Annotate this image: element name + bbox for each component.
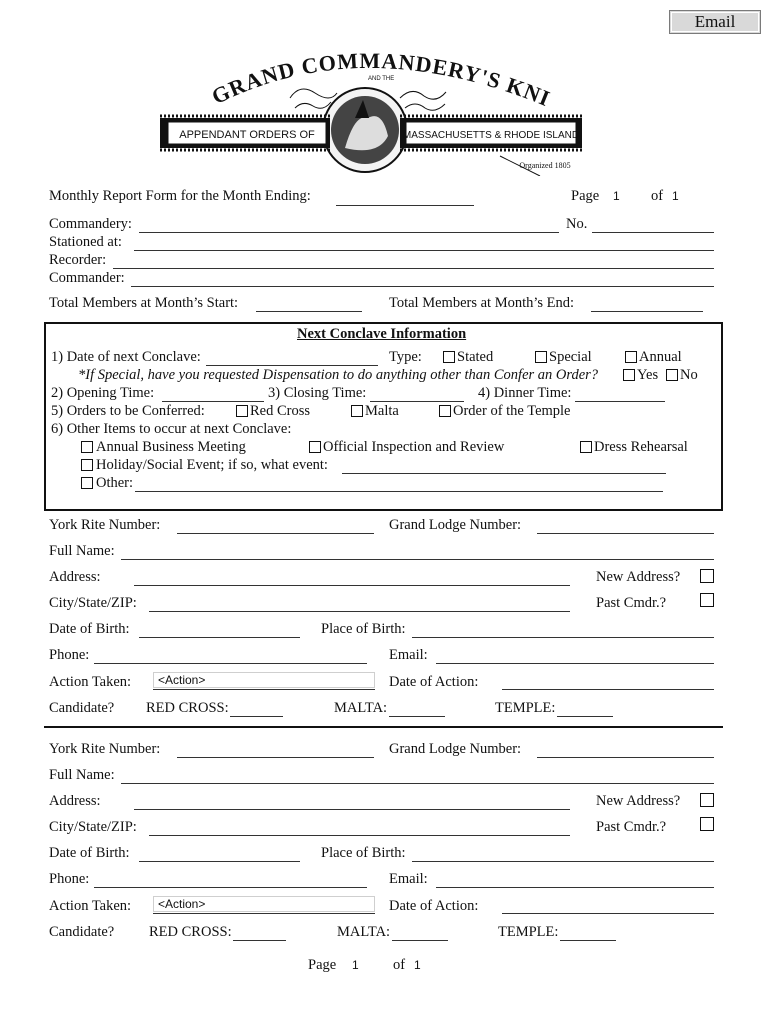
malta-checkbox[interactable]	[351, 405, 363, 417]
past-cmdr-checkbox[interactable]	[700, 593, 714, 607]
footer-page-number: 1	[352, 958, 359, 972]
city-state-zip-label: City/State/ZIP:	[49, 595, 137, 611]
conclave-date-label: 1) Date of next Conclave:	[51, 349, 201, 365]
month-ending-field[interactable]	[336, 205, 474, 206]
stationed-field[interactable]	[134, 250, 714, 251]
page-number: 1	[613, 189, 620, 203]
email-button[interactable]: Email	[669, 10, 761, 34]
opening-time-field[interactable]	[162, 401, 264, 402]
annual-business-label: Annual Business Meeting	[96, 439, 246, 455]
month-ending-label: Monthly Report Form for the Month Ending:	[49, 188, 311, 204]
grand-lodge-label: Grand Lodge Number:	[389, 517, 522, 533]
date-of-birth-field[interactable]	[139, 637, 300, 638]
new-address-label: New Address?	[596, 793, 681, 809]
footer-of-label: of	[393, 957, 406, 973]
malta-label: Malta	[365, 403, 399, 419]
other-checkbox[interactable]	[81, 477, 93, 489]
annual-checkbox[interactable]	[625, 351, 637, 363]
action-taken-select[interactable]: <Action>	[153, 896, 375, 912]
temple-label: TEMPLE:	[495, 700, 556, 716]
new-address-label: New Address?	[596, 569, 681, 585]
right-banner-text: MASSACHUSETTS & RHODE ISLAND	[402, 130, 580, 141]
action-taken-underline	[153, 689, 375, 690]
address-field[interactable]	[134, 585, 570, 586]
red-cross-label: RED CROSS:	[146, 700, 229, 716]
order-of-temple-label: Order of the Temple	[453, 403, 571, 419]
footer-page-label: Page	[308, 957, 337, 973]
special-label: Special	[549, 349, 592, 365]
place-of-birth-field[interactable]	[412, 861, 714, 862]
address-field[interactable]	[134, 809, 570, 810]
action-taken-underline	[153, 913, 375, 914]
date-of-birth-field[interactable]	[139, 861, 300, 862]
red-cross-label: RED CROSS:	[149, 924, 232, 940]
closing-time-label: 3) Closing Time:	[268, 385, 367, 401]
new-address-checkbox[interactable]	[700, 793, 714, 807]
special-checkbox[interactable]	[535, 351, 547, 363]
malta-label: MALTA:	[337, 924, 391, 940]
temple-field[interactable]	[557, 716, 613, 717]
dispensation-yes-checkbox[interactable]	[623, 369, 635, 381]
official-inspection-label: Official Inspection and Review	[323, 439, 505, 455]
full-name-field[interactable]	[121, 783, 714, 784]
members-end-field[interactable]	[591, 311, 703, 312]
red-cross-checkbox[interactable]	[236, 405, 248, 417]
york-rite-label: York Rite Number:	[49, 517, 161, 533]
city-state-zip-field[interactable]	[149, 611, 570, 612]
grand-lodge-field[interactable]	[537, 757, 714, 758]
conclave-title: Next Conclave Information	[297, 326, 467, 342]
malta-field[interactable]	[389, 716, 445, 717]
other-label: Other:	[96, 475, 134, 491]
official-inspection-checkbox[interactable]	[309, 441, 321, 453]
banner-title: GRAND COMMANDERY'S KNI	[207, 47, 555, 112]
date-of-action-field[interactable]	[502, 913, 714, 914]
dinner-time-field[interactable]	[575, 401, 665, 402]
dinner-time-label: 4) Dinner Time:	[478, 385, 572, 401]
date-of-birth-label: Date of Birth:	[49, 845, 130, 861]
date-of-action-field[interactable]	[502, 689, 714, 690]
temple-label: TEMPLE:	[498, 924, 559, 940]
red-cross-field[interactable]	[233, 940, 286, 941]
full-name-label: Full Name:	[49, 543, 115, 559]
left-banner-text: APPENDANT ORDERS OF	[179, 129, 315, 141]
commandery-no-label: No.	[566, 216, 588, 232]
york-rite-label: York Rite Number:	[49, 741, 161, 757]
phone-field[interactable]	[94, 887, 367, 888]
commandery-field[interactable]	[139, 232, 559, 233]
commander-field[interactable]	[131, 286, 714, 287]
action-taken-label: Action Taken:	[49, 898, 132, 914]
full-name-label: Full Name:	[49, 767, 115, 783]
page-label: Page	[571, 188, 600, 204]
recorder-field[interactable]	[113, 268, 714, 269]
order-of-temple-checkbox[interactable]	[439, 405, 451, 417]
place-of-birth-field[interactable]	[412, 637, 714, 638]
phone-label: Phone:	[49, 647, 90, 663]
section-divider	[44, 726, 723, 728]
past-cmdr-checkbox[interactable]	[700, 817, 714, 831]
phone-field[interactable]	[94, 663, 367, 664]
york-rite-field[interactable]	[177, 533, 374, 534]
email-field[interactable]	[436, 663, 714, 664]
full-name-field[interactable]	[121, 559, 714, 560]
candidate-label: Candidate?	[49, 700, 115, 716]
city-state-zip-field[interactable]	[149, 835, 570, 836]
new-address-checkbox[interactable]	[700, 569, 714, 583]
date-of-action-label: Date of Action:	[389, 898, 479, 914]
york-rite-field[interactable]	[177, 757, 374, 758]
stated-label: Stated	[457, 349, 494, 365]
holiday-social-checkbox[interactable]	[81, 459, 93, 471]
recorder-label: Recorder:	[49, 252, 107, 268]
address-label: Address:	[49, 793, 101, 809]
other-field[interactable]	[135, 491, 663, 492]
annual-business-checkbox[interactable]	[81, 441, 93, 453]
candidate-label: Candidate?	[49, 924, 115, 940]
dress-rehearsal-label: Dress Rehearsal	[594, 439, 688, 455]
email-label: Email:	[389, 871, 428, 887]
action-taken-select[interactable]: <Action>	[153, 672, 375, 688]
grand-lodge-label: Grand Lodge Number:	[389, 741, 522, 757]
date-of-birth-label: Date of Birth:	[49, 621, 130, 637]
organized-text: Organized 1805	[519, 161, 571, 170]
closing-time-field[interactable]	[370, 401, 464, 402]
dispensation-no-checkbox[interactable]	[666, 369, 678, 381]
header-emblem	[150, 38, 590, 176]
action-taken-label: Action Taken:	[49, 674, 132, 690]
members-start-field[interactable]	[256, 311, 362, 312]
footer-page-total: 1	[414, 958, 421, 972]
past-cmdr-label: Past Cmdr.?	[596, 595, 667, 611]
email-label: Email:	[389, 647, 428, 663]
stationed-label: Stationed at:	[49, 234, 122, 250]
stated-checkbox[interactable]	[443, 351, 455, 363]
commandery-label: Commandery:	[49, 216, 132, 232]
place-of-birth-label: Place of Birth:	[321, 845, 406, 861]
holiday-social-field[interactable]	[342, 473, 666, 474]
grand-lodge-field[interactable]	[537, 533, 714, 534]
members-start-label: Total Members at Month’s Start:	[49, 295, 239, 311]
dispensation-yes-label: Yes	[637, 367, 659, 383]
orders-conferred-label: 5) Orders to be Conferred:	[51, 403, 205, 419]
other-items-label: 6) Other Items to occur at next Conclave:	[51, 421, 292, 437]
temple-field[interactable]	[560, 940, 616, 941]
dispensation-question: *If Special, have you requested Dispensation to do anything other than Confer an Order?	[78, 367, 599, 383]
address-label: Address:	[49, 569, 101, 585]
members-end-label: Total Members at Month’s End:	[389, 295, 575, 311]
past-cmdr-label: Past Cmdr.?	[596, 819, 667, 835]
place-of-birth-label: Place of Birth:	[321, 621, 406, 637]
email-field[interactable]	[436, 887, 714, 888]
banner-and-the: AND THE	[368, 76, 395, 82]
phone-label: Phone:	[49, 871, 90, 887]
malta-field[interactable]	[392, 940, 448, 941]
red-cross-label: Red Cross	[250, 403, 311, 419]
malta-label: MALTA:	[334, 700, 388, 716]
conclave-type-label: Type:	[389, 349, 422, 365]
commandery-no-field[interactable]	[592, 232, 714, 233]
commander-label: Commander:	[49, 270, 125, 286]
opening-time-label: 2) Opening Time:	[51, 385, 155, 401]
dress-rehearsal-checkbox[interactable]	[580, 441, 592, 453]
of-label: of	[651, 188, 664, 204]
red-cross-field[interactable]	[230, 716, 283, 717]
knights-templar-banner-graphic	[150, 38, 590, 176]
date-of-action-label: Date of Action:	[389, 674, 479, 690]
holiday-social-label: Holiday/Social Event; if so, what event:	[96, 457, 328, 473]
annual-label: Annual	[639, 349, 682, 365]
conclave-date-field[interactable]	[206, 365, 378, 366]
page-total: 1	[672, 189, 679, 203]
dispensation-no-label: No	[680, 367, 698, 383]
city-state-zip-label: City/State/ZIP:	[49, 819, 137, 835]
